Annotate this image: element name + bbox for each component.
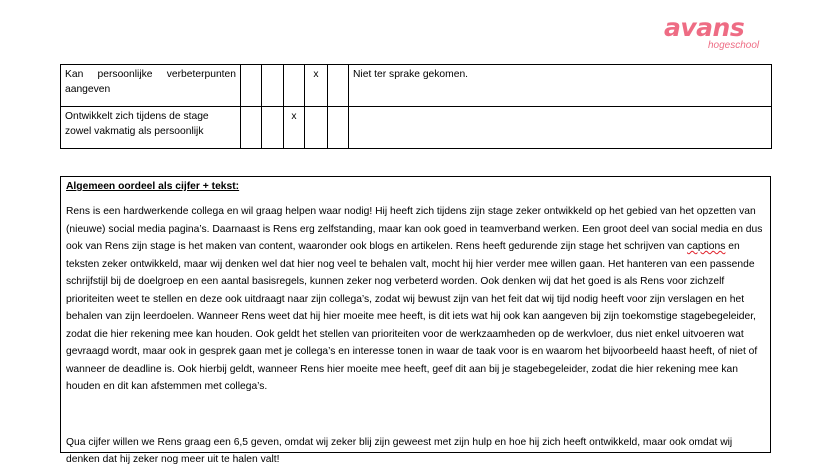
spellcheck-flagged-word: captions — [687, 241, 726, 252]
table-row — [61, 65, 772, 107]
score-cell — [262, 107, 284, 149]
score-cell — [305, 107, 328, 149]
score-cell — [328, 65, 349, 107]
score-cell: x — [305, 65, 328, 107]
avans-logo — [664, 14, 784, 54]
criterion-line: Ontwikkelt zich tijdens de stage — [65, 111, 209, 122]
criterion-cell — [61, 65, 241, 107]
score-cell: x — [284, 107, 305, 149]
criterion-cell — [61, 107, 241, 149]
criterion-line: Kan persoonlijke verbeterpunten — [65, 69, 236, 80]
remark-cell — [349, 107, 772, 149]
score-cell — [284, 65, 305, 107]
judgement-body — [66, 203, 765, 396]
grade-text: Qua cijfer willen we Rens graag een 6,5 geven, omdat wij zeker blij zijn geweest met zijn hulp en hoe hij zich heeft ontwikkeld, maar ook omdat wij denken dat hij zeker nog meer uit te halen valt! — [66, 436, 733, 465]
judgement-title: Algemeen oordeel als cijfer + tekst: — [66, 181, 240, 192]
table-row — [61, 107, 772, 149]
logo-subtitle: hogeschool — [708, 40, 760, 51]
evaluation-table — [60, 64, 772, 149]
score-cell — [328, 107, 349, 149]
logo-wordmark: avans — [664, 13, 745, 42]
score-cell — [262, 65, 284, 107]
judgement-text: en teksten zeker ontwikkeld, maar wij denken wel dat hier nog veel te behalen valt, mocht hij hier verder mee willen gaan. Het hanteren van een passende schrijfstijl bij de doelgroep en een aantal basisregels, kunnen zeker nog verbeterd worden. Ook denken wij dat het goed is als Rens voor zichzelf prioriteiten weet te stellen en deze ook uitdraagt naar zijn collega’s, zodat wij bewust zijn van het feit dat wij tijd nodig heeft voor zijn verslagen en het behalen van zijn leerdoelen. Wanneer Rens weet dat hij hier moeite mee heeft, is dit iets wat hij ook kan aangeven bij zijn toekomstige stagebegeleider, zodat die hier rekening mee kan houden. Ook geldt het stellen van prioriteiten voor de werkzaamheden op de werkvloer, dus niet enkel uitvoeren wat gevraagd wordt, maar ook in gesprek gaan met je collega’s en interesse tonen in waar de taak voor is en waarom het bijvoorbeeld haast heeft, of niet of wanneer de deadline is. Ook hierbij geldt, wanneer Rens hier moeite mee heeft, geef dit aan bij je stagebegeleider, zodat die hier rekening mee kan houden en dit kan afstemmen met collega’s. — [66, 241, 758, 392]
criterion-line: aangeven — [65, 84, 111, 95]
general-judgement-box — [60, 176, 771, 465]
score-cell — [241, 107, 262, 149]
remark-cell: Niet ter sprake gekomen. — [349, 65, 772, 107]
criterion-line: zowel vakmatig als persoonlijk — [65, 126, 204, 137]
judgement-text: Rens is een hardwerkende collega en wil graag helpen waar nodig! Hij heeft zich tijdens zijn stage zeker ontwikkeld op het gebied van het opzetten van (nieuwe) social media pagina’s. Daarnaast is Rens erg zelfstanding, maar kan ook goed in teamverband werken. Een groot deel van social media en dus ook van Rens zijn stage is het maken van content, waaronder ook blogs en artikelen. Rens heeft gedurende zijn stage het schrijven van — [66, 206, 763, 252]
score-cell — [241, 65, 262, 107]
